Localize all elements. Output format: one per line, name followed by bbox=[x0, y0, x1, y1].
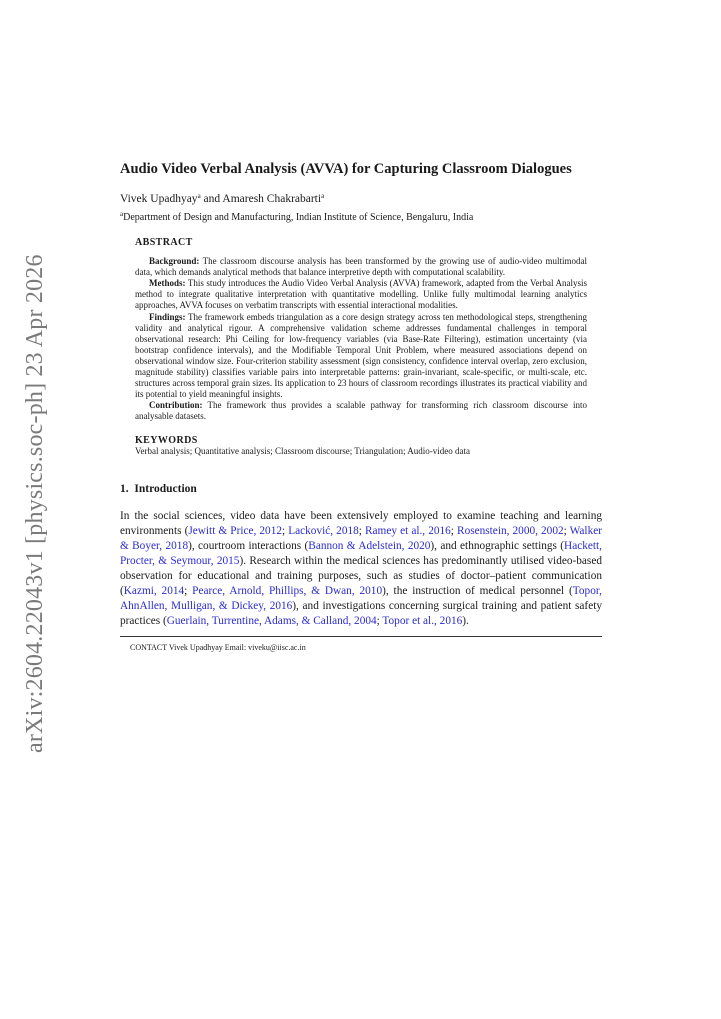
citation-link[interactable]: Pearce, Arnold, Phillips, & Dwan, 2010 bbox=[192, 585, 383, 598]
body-text: ; bbox=[358, 524, 365, 537]
footnote-divider bbox=[120, 636, 602, 637]
keywords-heading: KEYWORDS bbox=[135, 434, 198, 446]
background-label: Background: bbox=[149, 256, 200, 267]
abstract-heading: ABSTRACT bbox=[135, 237, 193, 248]
citation-link[interactable]: Rosenstein, 2000, 2002 bbox=[457, 524, 564, 537]
keywords-text: Verbal analysis; Quantitative analysis; Classroom discourse; Triangulation; Audio-video data bbox=[135, 445, 470, 456]
abstract-background bbox=[135, 256, 587, 278]
paper-title: Audio Video Verbal Analysis (AVVA) for Capturing Classroom Dialogues bbox=[120, 161, 572, 177]
abstract bbox=[135, 237, 587, 457]
body-text: ; bbox=[184, 585, 193, 598]
affiliation-marker: a bbox=[197, 192, 201, 200]
arxiv-identifier: arXiv:2604.22043v1 [physics.soc-ph] 23 Apr 2026 bbox=[22, 254, 48, 753]
affiliation-marker: a bbox=[321, 192, 325, 200]
affiliation-text: Department of Design and Manufacturing, Indian Institute of Science, Bengaluru, India bbox=[123, 212, 474, 223]
abstract-findings bbox=[135, 312, 587, 401]
author-list bbox=[120, 193, 602, 205]
contribution-text: The framework thus provides a scalable pathway for transforming rich classroom discourse into analysable datasets. bbox=[135, 400, 587, 422]
citation-link[interactable]: Walker & Boyer, 2018 bbox=[120, 524, 602, 552]
body-text: ), and ethnographic settings ( bbox=[430, 539, 565, 552]
citation-link[interactable]: Guerlain, Turrentine, Adams, & Calland, 2004 bbox=[166, 615, 377, 628]
citation-link[interactable]: Topor et al., 2016 bbox=[382, 615, 463, 628]
author-name: Vivek Upadhyay bbox=[120, 193, 198, 205]
author-conjunction: and bbox=[200, 193, 223, 205]
body-text: ; bbox=[282, 524, 289, 537]
arxiv-sidebar bbox=[14, 254, 54, 758]
body-text: ), and investigations concerning surgical training and patient safety practices ( bbox=[120, 600, 603, 628]
body-text: ; bbox=[376, 615, 383, 628]
methods-text: This study introduces the Audio Video Verbal Analysis (AVVA) framework, adapted from the Verbal Analysis method to integrate qualitative interpretation with quantitative modelling. Unlike fully multimodal learning analytics approaches, AVVA focuses on verbatim transcripts with essential interactional modalities. bbox=[135, 278, 587, 311]
citation-link[interactable]: Lacković, 2018 bbox=[288, 524, 359, 537]
citation-link[interactable]: Kazmi, 2014 bbox=[123, 585, 185, 598]
body-text: In the social sciences, video data have been extensively employed to examine teaching and learning environments ( bbox=[120, 509, 602, 537]
background-text: The classroom discourse analysis has been transformed by the growing use of audio-video multimodal data, which demands analytical methods that balance interpretive depth with computational scalability. bbox=[135, 256, 587, 278]
methods-label: Methods: bbox=[149, 278, 186, 289]
introduction-paragraph bbox=[120, 509, 602, 630]
citation-link[interactable]: Bannon & Adelstein, 2020 bbox=[308, 539, 431, 552]
body-text: ; bbox=[563, 524, 570, 537]
author-name: Amaresh Chakrabarti bbox=[222, 193, 322, 205]
affiliation bbox=[120, 212, 602, 223]
body-text: ). bbox=[462, 615, 469, 628]
body-text: ). Research within the medical sciences has predominantly utilised video-based observation for educational and training purposes, such as studies of doctor–patient communication ( bbox=[120, 554, 602, 598]
abstract-methods bbox=[135, 278, 587, 311]
body-text: ), the instruction of medical personnel ( bbox=[382, 585, 573, 598]
contribution-label: Contribution: bbox=[149, 400, 203, 411]
body-text: ), courtroom interactions ( bbox=[188, 539, 309, 552]
contact-footnote: CONTACT Vivek Upadhyay Email: viveku@iisc.ac.in bbox=[130, 643, 306, 653]
citation-link[interactable]: Topor, AhnAllen, Mulligan, & Dickey, 2016 bbox=[120, 585, 602, 613]
citation-link[interactable]: Ramey et al., 2016 bbox=[365, 524, 451, 537]
findings-label: Findings: bbox=[149, 311, 186, 322]
citation-link[interactable]: Jewitt & Price, 2012 bbox=[188, 524, 282, 537]
citation-link[interactable]: Hackett, Procter, & Seymour, 2015 bbox=[120, 539, 602, 567]
affiliation-marker: a bbox=[120, 210, 124, 218]
section-heading: 1. Introduction bbox=[120, 482, 197, 495]
findings-text: The framework embeds triangulation as a core design strategy across ten methodological steps, strengthening validity and analytical rigour. A comprehensive validation scheme addresses fundamental challenges in temporal observational research: Phi Ceiling for low-frequency variables (via Base-Rate Filtering), estimation uncertainty (via bootstrap confidence intervals), and the Modifiable Temporal Unit Problem, where measured associations depend on observational window size. Four-criterion stability assessment (sign consistency, confidence interval overlap, zero exclusion, magnitude stability) classifies variable pairs into interpretable patterns: grain-invariant, scale-specific, or multi-scale, etc. structures across temporal grain sizes. Its application to 23 hours of classroom recordings illustrates its practical viability and its potential to yield meaningful insights. bbox=[135, 311, 587, 400]
abstract-contribution bbox=[135, 400, 587, 422]
paper-page bbox=[120, 160, 602, 652]
body-text: ; bbox=[450, 524, 458, 537]
